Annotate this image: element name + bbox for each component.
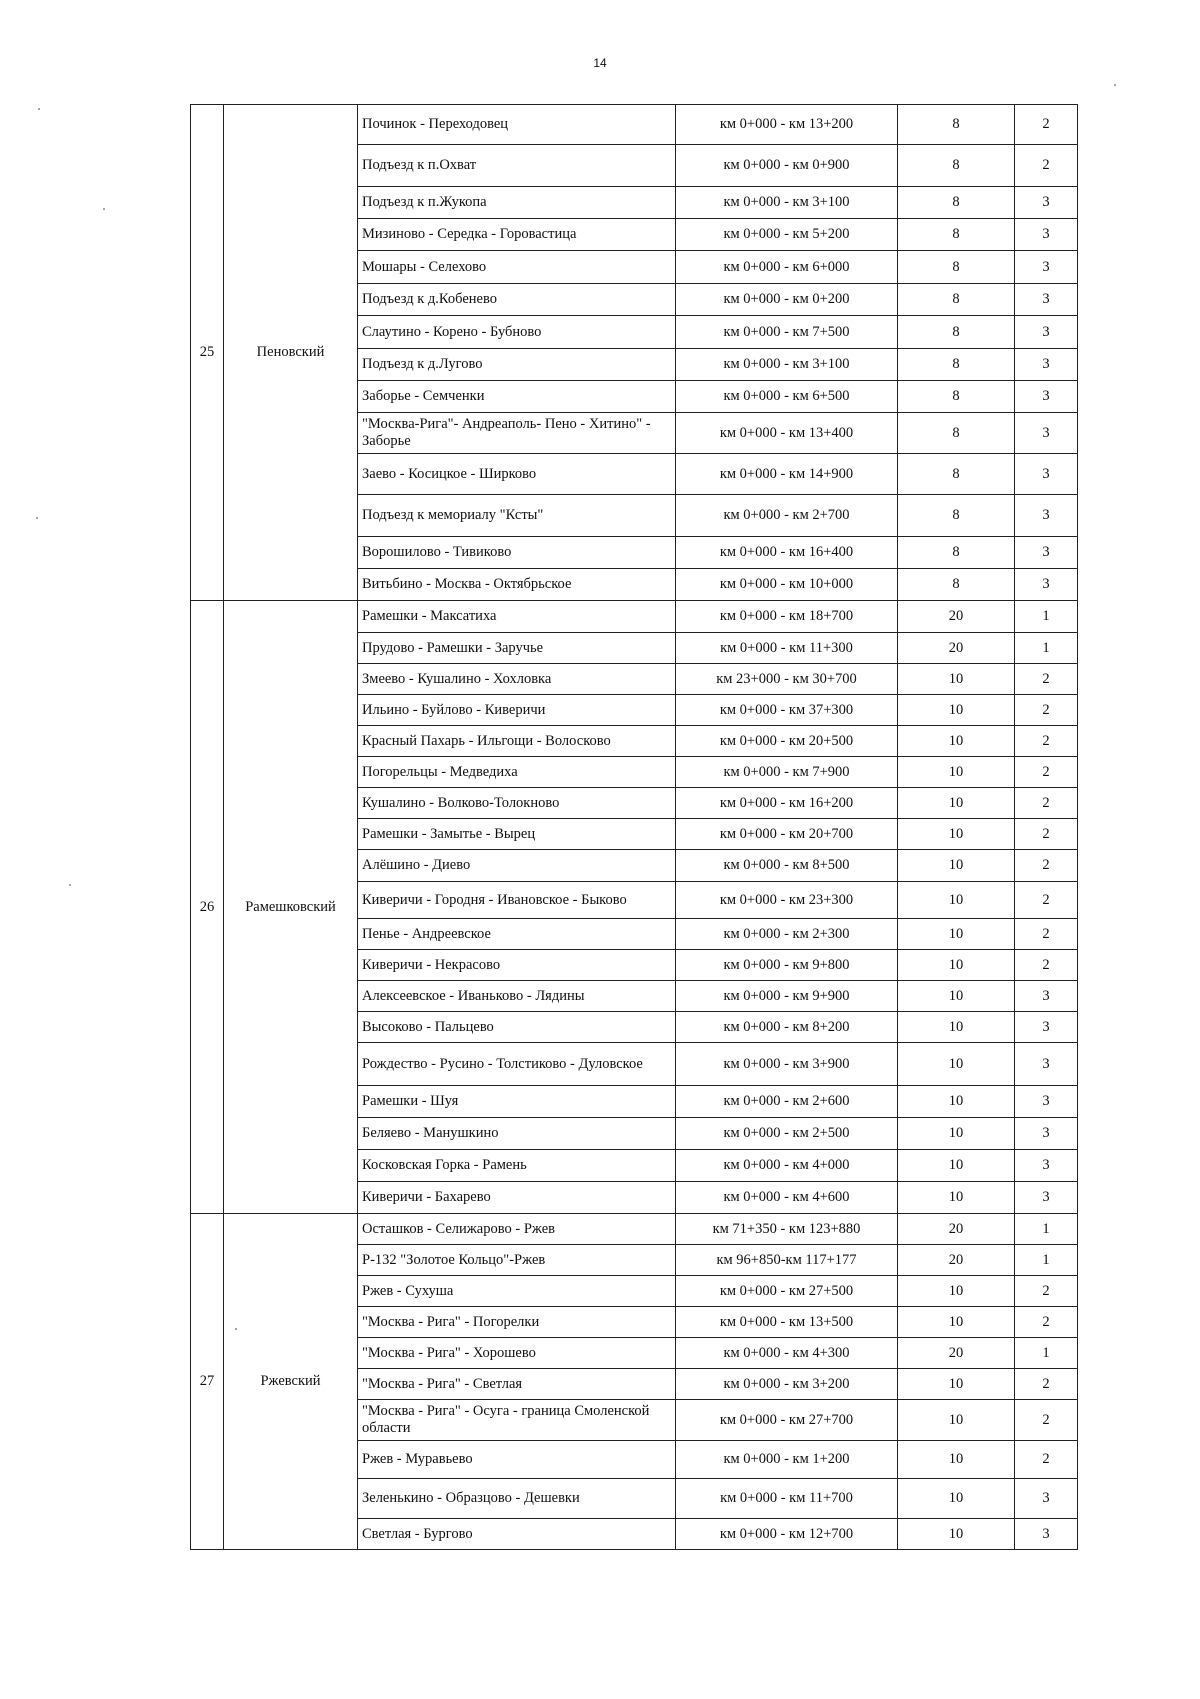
road-category: 3 — [1015, 537, 1078, 569]
road-name: Мизиново - Середка - Горовастица — [358, 219, 676, 251]
road-category: 2 — [1015, 695, 1078, 726]
road-category: 3 — [1015, 1182, 1078, 1214]
road-width: 8 — [898, 569, 1015, 601]
road-width: 10 — [898, 819, 1015, 850]
road-width: 10 — [898, 1519, 1015, 1550]
km-range: км 0+000 - км 6+500 — [676, 381, 898, 413]
road-name: Кушалино - Волково-Толокново — [358, 788, 676, 819]
km-range: км 0+000 - км 13+400 — [676, 413, 898, 454]
road-category: 2 — [1015, 105, 1078, 145]
page-number: 14 — [593, 56, 607, 70]
road-name: Заборье - Семченки — [358, 381, 676, 413]
scan-speck — [69, 884, 71, 886]
km-range: км 0+000 - км 13+200 — [676, 105, 898, 145]
road-name: Погорельцы - Медведиха — [358, 757, 676, 788]
road-width: 8 — [898, 454, 1015, 495]
road-width: 10 — [898, 1400, 1015, 1441]
road-name: Пенье - Андреевское — [358, 919, 676, 950]
km-range: км 0+000 - км 0+900 — [676, 145, 898, 187]
road-name: "Москва - Рига" - Хорошево — [358, 1338, 676, 1369]
road-width: 8 — [898, 413, 1015, 454]
road-name: Подъезд к д.Кобенево — [358, 284, 676, 316]
road-category: 2 — [1015, 1276, 1078, 1307]
road-width: 20 — [898, 1245, 1015, 1276]
road-category: 2 — [1015, 145, 1078, 187]
road-name: Подъезд к мемориалу "Ксты" — [358, 495, 676, 537]
km-range: км 0+000 - км 11+700 — [676, 1479, 898, 1519]
km-range: км 0+000 - км 13+500 — [676, 1307, 898, 1338]
km-range: км 0+000 - км 3+200 — [676, 1369, 898, 1400]
road-width: 10 — [898, 1086, 1015, 1118]
road-width: 8 — [898, 219, 1015, 251]
km-range: км 0+000 - км 0+200 — [676, 284, 898, 316]
road-width: 10 — [898, 850, 1015, 882]
km-range: км 0+000 - км 3+900 — [676, 1043, 898, 1086]
km-range: км 0+000 - км 4+600 — [676, 1182, 898, 1214]
road-name: "Москва - Рига" - Осуга - граница Смоленской области — [358, 1400, 676, 1441]
road-width: 8 — [898, 251, 1015, 284]
group-number: 27 — [191, 1214, 224, 1550]
scan-speck — [1114, 84, 1116, 86]
road-name: Ворошилово - Тивиково — [358, 537, 676, 569]
road-width: 10 — [898, 1182, 1015, 1214]
km-range: км 0+000 - км 27+500 — [676, 1276, 898, 1307]
road-name: Косковская Горка - Рамень — [358, 1150, 676, 1182]
road-width: 8 — [898, 187, 1015, 219]
road-category: 2 — [1015, 950, 1078, 981]
road-name: Светлая - Бургово — [358, 1519, 676, 1550]
km-range: км 0+000 - км 4+300 — [676, 1338, 898, 1369]
road-width: 10 — [898, 1012, 1015, 1043]
road-category: 3 — [1015, 569, 1078, 601]
table-row — [191, 1214, 1078, 1245]
km-range: км 0+000 - км 12+700 — [676, 1519, 898, 1550]
road-width: 8 — [898, 381, 1015, 413]
road-name: Рамешки - Максатиха — [358, 601, 676, 633]
road-name: Алексеевское - Иваньково - Лядины — [358, 981, 676, 1012]
road-category: 3 — [1015, 981, 1078, 1012]
road-name: Змеево - Кушалино - Хохловка — [358, 664, 676, 695]
road-name: "Москва - Рига" - Погорелки — [358, 1307, 676, 1338]
road-category: 2 — [1015, 919, 1078, 950]
road-name: Починок - Переходовец — [358, 105, 676, 145]
road-category: 2 — [1015, 882, 1078, 919]
table-row — [191, 601, 1078, 633]
scan-speck — [36, 517, 38, 519]
road-category: 2 — [1015, 819, 1078, 850]
group-number: 25 — [191, 105, 224, 601]
road-name: Прудово - Рамешки - Заручье — [358, 633, 676, 664]
km-range: км 0+000 - км 2+300 — [676, 919, 898, 950]
road-category: 3 — [1015, 413, 1078, 454]
road-width: 8 — [898, 537, 1015, 569]
road-category: 3 — [1015, 1086, 1078, 1118]
road-width: 20 — [898, 1338, 1015, 1369]
km-range: км 0+000 - км 37+300 — [676, 695, 898, 726]
km-range: км 0+000 - км 23+300 — [676, 882, 898, 919]
road-category: 1 — [1015, 1338, 1078, 1369]
road-category: 3 — [1015, 1479, 1078, 1519]
km-range: км 0+000 - км 7+900 — [676, 757, 898, 788]
scan-speck — [103, 208, 105, 210]
km-range: км 0+000 - км 14+900 — [676, 454, 898, 495]
road-width: 10 — [898, 1150, 1015, 1182]
road-category: 2 — [1015, 1400, 1078, 1441]
road-width: 10 — [898, 1369, 1015, 1400]
road-category: 3 — [1015, 454, 1078, 495]
km-range: км 0+000 - км 2+600 — [676, 1086, 898, 1118]
road-category: 3 — [1015, 316, 1078, 349]
road-name: Заево - Косицкое - Ширково — [358, 454, 676, 495]
road-category: 3 — [1015, 1118, 1078, 1150]
road-width: 10 — [898, 757, 1015, 788]
road-category: 2 — [1015, 850, 1078, 882]
road-category: 3 — [1015, 381, 1078, 413]
road-width: 20 — [898, 633, 1015, 664]
scan-speck — [235, 1328, 237, 1330]
km-range: км 0+000 - км 10+000 — [676, 569, 898, 601]
road-width: 20 — [898, 1214, 1015, 1245]
road-name: Киверичи - Городня - Ивановское - Быково — [358, 882, 676, 919]
road-name: Алёшино - Диево — [358, 850, 676, 882]
road-name: "Москва - Рига" - Светлая — [358, 1369, 676, 1400]
road-width: 10 — [898, 1479, 1015, 1519]
road-width: 8 — [898, 495, 1015, 537]
km-range: км 0+000 - км 9+900 — [676, 981, 898, 1012]
road-category: 2 — [1015, 1369, 1078, 1400]
road-width: 10 — [898, 919, 1015, 950]
road-width: 10 — [898, 726, 1015, 757]
road-width: 10 — [898, 882, 1015, 919]
road-name: Слаутино - Корено - Бубново — [358, 316, 676, 349]
road-name: "Москва-Рига"- Андреаполь- Пено - Хитино" - Заборье — [358, 413, 676, 454]
km-range: км 0+000 - км 8+500 — [676, 850, 898, 882]
road-width: 8 — [898, 105, 1015, 145]
road-width: 10 — [898, 1043, 1015, 1086]
road-name: Зеленькино - Образцово - Дешевки — [358, 1479, 676, 1519]
road-category: 2 — [1015, 1307, 1078, 1338]
road-name: Рамешки - Замытье - Вырец — [358, 819, 676, 850]
km-range: км 0+000 - км 20+700 — [676, 819, 898, 850]
road-category: 1 — [1015, 633, 1078, 664]
roads-table-body — [191, 105, 1078, 1550]
road-category: 2 — [1015, 757, 1078, 788]
km-range: км 0+000 - км 16+200 — [676, 788, 898, 819]
road-width: 10 — [898, 1118, 1015, 1150]
km-range: км 0+000 - км 2+700 — [676, 495, 898, 537]
road-category: 3 — [1015, 219, 1078, 251]
km-range: км 0+000 - км 18+700 — [676, 601, 898, 633]
road-width: 8 — [898, 284, 1015, 316]
road-name: Рамешки - Шуя — [358, 1086, 676, 1118]
road-width: 8 — [898, 145, 1015, 187]
road-name: Киверичи - Бахарево — [358, 1182, 676, 1214]
road-name: Рождество - Русино - Толстиково - Дуловское — [358, 1043, 676, 1086]
group-number: 26 — [191, 601, 224, 1214]
road-category: 3 — [1015, 1043, 1078, 1086]
road-category: 2 — [1015, 1441, 1078, 1479]
road-category: 2 — [1015, 726, 1078, 757]
road-name: Красный Пахарь - Ильгощи - Волосково — [358, 726, 676, 757]
road-name: Высоково - Пальцево — [358, 1012, 676, 1043]
road-width: 10 — [898, 695, 1015, 726]
km-range: км 0+000 - км 7+500 — [676, 316, 898, 349]
road-category: 3 — [1015, 187, 1078, 219]
road-name: Ржев - Сухуша — [358, 1276, 676, 1307]
road-name: Витьбино - Москва - Октябрьское — [358, 569, 676, 601]
road-name: Мошары - Селехово — [358, 251, 676, 284]
road-width: 10 — [898, 1307, 1015, 1338]
km-range: км 0+000 - км 27+700 — [676, 1400, 898, 1441]
road-category: 1 — [1015, 601, 1078, 633]
road-name: Ильино - Буйлово - Киверичи — [358, 695, 676, 726]
road-width: 10 — [898, 950, 1015, 981]
km-range: км 96+850-км 117+177 — [676, 1245, 898, 1276]
km-range: км 0+000 - км 1+200 — [676, 1441, 898, 1479]
district-name: Ржевский — [224, 1214, 358, 1550]
district-name: Пеновский — [224, 105, 358, 601]
road-category: 3 — [1015, 284, 1078, 316]
road-name: Р-132 "Золотое Кольцо"-Ржев — [358, 1245, 676, 1276]
scan-speck — [38, 108, 40, 110]
km-range: км 0+000 - км 16+400 — [676, 537, 898, 569]
road-width: 10 — [898, 1441, 1015, 1479]
road-width: 10 — [898, 1276, 1015, 1307]
road-width: 8 — [898, 349, 1015, 381]
km-range: км 0+000 - км 3+100 — [676, 349, 898, 381]
road-category: 3 — [1015, 1012, 1078, 1043]
km-range: км 0+000 - км 11+300 — [676, 633, 898, 664]
road-category: 3 — [1015, 495, 1078, 537]
road-name: Подъезд к п.Охват — [358, 145, 676, 187]
km-range: км 23+000 - км 30+700 — [676, 664, 898, 695]
road-name: Ржев - Муравьево — [358, 1441, 676, 1479]
road-category: 1 — [1015, 1245, 1078, 1276]
road-width: 10 — [898, 664, 1015, 695]
road-width: 10 — [898, 981, 1015, 1012]
road-width: 10 — [898, 788, 1015, 819]
road-category: 3 — [1015, 251, 1078, 284]
roads-table — [190, 104, 1078, 1550]
district-name: Рамешковский — [224, 601, 358, 1214]
road-category: 2 — [1015, 788, 1078, 819]
km-range: км 0+000 - км 20+500 — [676, 726, 898, 757]
road-name: Осташков - Селижарово - Ржев — [358, 1214, 676, 1245]
road-name: Подъезд к д.Лугово — [358, 349, 676, 381]
road-width: 20 — [898, 601, 1015, 633]
km-range: км 0+000 - км 5+200 — [676, 219, 898, 251]
table-row — [191, 105, 1078, 145]
km-range: км 71+350 - км 123+880 — [676, 1214, 898, 1245]
km-range: км 0+000 - км 8+200 — [676, 1012, 898, 1043]
km-range: км 0+000 - км 3+100 — [676, 187, 898, 219]
road-category: 3 — [1015, 1150, 1078, 1182]
road-category: 2 — [1015, 664, 1078, 695]
road-category: 3 — [1015, 1519, 1078, 1550]
road-category: 1 — [1015, 1214, 1078, 1245]
road-name: Беляево - Манушкино — [358, 1118, 676, 1150]
road-width: 8 — [898, 316, 1015, 349]
km-range: км 0+000 - км 2+500 — [676, 1118, 898, 1150]
km-range: км 0+000 - км 6+000 — [676, 251, 898, 284]
km-range: км 0+000 - км 4+000 — [676, 1150, 898, 1182]
road-name: Подъезд к п.Жукопа — [358, 187, 676, 219]
road-name: Киверичи - Некрасово — [358, 950, 676, 981]
km-range: км 0+000 - км 9+800 — [676, 950, 898, 981]
road-category: 3 — [1015, 349, 1078, 381]
